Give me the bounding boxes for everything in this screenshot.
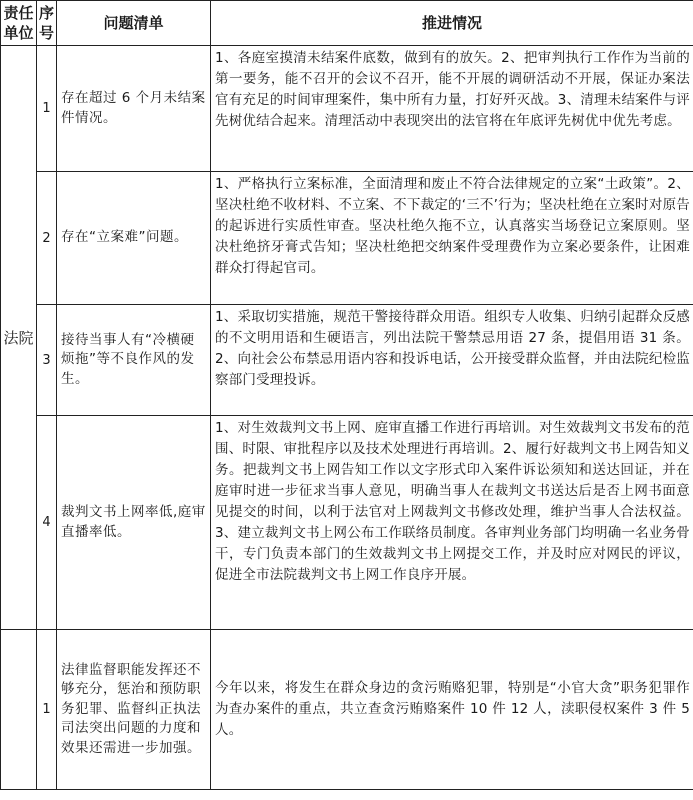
header-row [1,1,693,46]
progress-cell: 1、对生效裁判文书上网、庭审直播工作进行再培训。对生效裁判文书发布的范围、时限、审批程序以及技术处理进行再培训。2、履行好裁判文书上网告知义务。把裁判文书上网告知工作以文字形式印入案件诉讼须知和送达回证，并在庭审时进一步征求当事人意见，明确当事人在裁判文书送达后是否上网书面意见提交的时间，以利于法官对上网裁判文书修改处理，维护当事人合法权益。3、建立裁判文书上网公布工作联络员制度。各审判业务部门均明确一名业务骨干，专门负责本部门的生效裁判文书上网提交工作，并及时应对网民的评议，促进全市法院裁判文书上网工作良序开展。 [211,416,693,630]
seq-cell: 2 [37,172,57,305]
table-row [1,305,693,416]
seq-cell: 1 [37,46,57,172]
table-row [1,46,693,172]
issue-cell: 存在超过 6 个月未结案件情况。 [57,46,211,172]
issue-cell: 存在“立案难”问题。 [57,172,211,305]
progress-cell: 今年以来，将发生在群众身边的贪污贿赂犯罪，特别是“小官大贪”职务犯罪作为查办案件的重点，共立查贪污贿赂案件 10 件 12 人，渎职侵权案件 3 件 5 人。 [211,630,693,790]
table-row [1,416,693,630]
seq-cell: 1 [37,630,57,790]
progress-cell: 1、各庭室摸清未结案件底数，做到有的放矢。2、把审判执行工作作为当前的第一要务，能不召开的会议不召开，能不开展的调研活动不开展，保证办案法官有充足的时间审理案件，集中所有力量，打好歼灭战。3、清理未结案件与评先树优结合起来。清理活动中表现突出的法官将在年底评先树优中优先考虑。 [211,46,693,172]
progress-cell: 1、严格执行立案标准，全面清理和废止不符合法律规定的立案“土政策”。2、坚决杜绝不收材料、不立案、不下裁定的‘三不’行为；坚决杜绝在立案时对原告的起诉进行实质性审查。坚决杜绝久拖不立，认真落实当场登记立案原则。坚决杜绝挤牙膏式告知；坚决杜绝把交纳案件受理费作为立案必要条件，让困难群众打得起官司。 [211,172,693,305]
table-row [1,630,693,790]
seq-cell: 4 [37,416,57,630]
unit-cell [1,630,37,790]
header-progress: 推进情况 [211,1,693,46]
issue-cell: 接待当事人有“冷横硬烦拖”等不良作风的发生。 [57,305,211,416]
header-issue: 问题清单 [57,1,211,46]
seq-cell: 3 [37,305,57,416]
issue-cell: 裁判文书上网率低,庭审直播率低。 [57,416,211,630]
progress-cell: 1、采取切实措施，规范干警接待群众用语。组织专人收集、归纳引起群众反感的不文明用语和生硬语言，列出法院干警禁忌用语 27 条，提倡用语 31 条。2、向社会公布禁忌用语内容和投诉电话，公开接受群众监督，并由法院纪检监察部门受理投诉。 [211,305,693,416]
issue-cell: 法律监督职能发挥还不够充分，惩治和预防职务犯罪、监督纠正执法司法突出问题的力度和效果还需进一步加强。 [57,630,211,790]
unit-cell: 法院 [1,46,37,630]
header-unit: 责任单位 [1,1,37,46]
table-row [1,172,693,305]
header-seq: 序号 [37,1,57,46]
